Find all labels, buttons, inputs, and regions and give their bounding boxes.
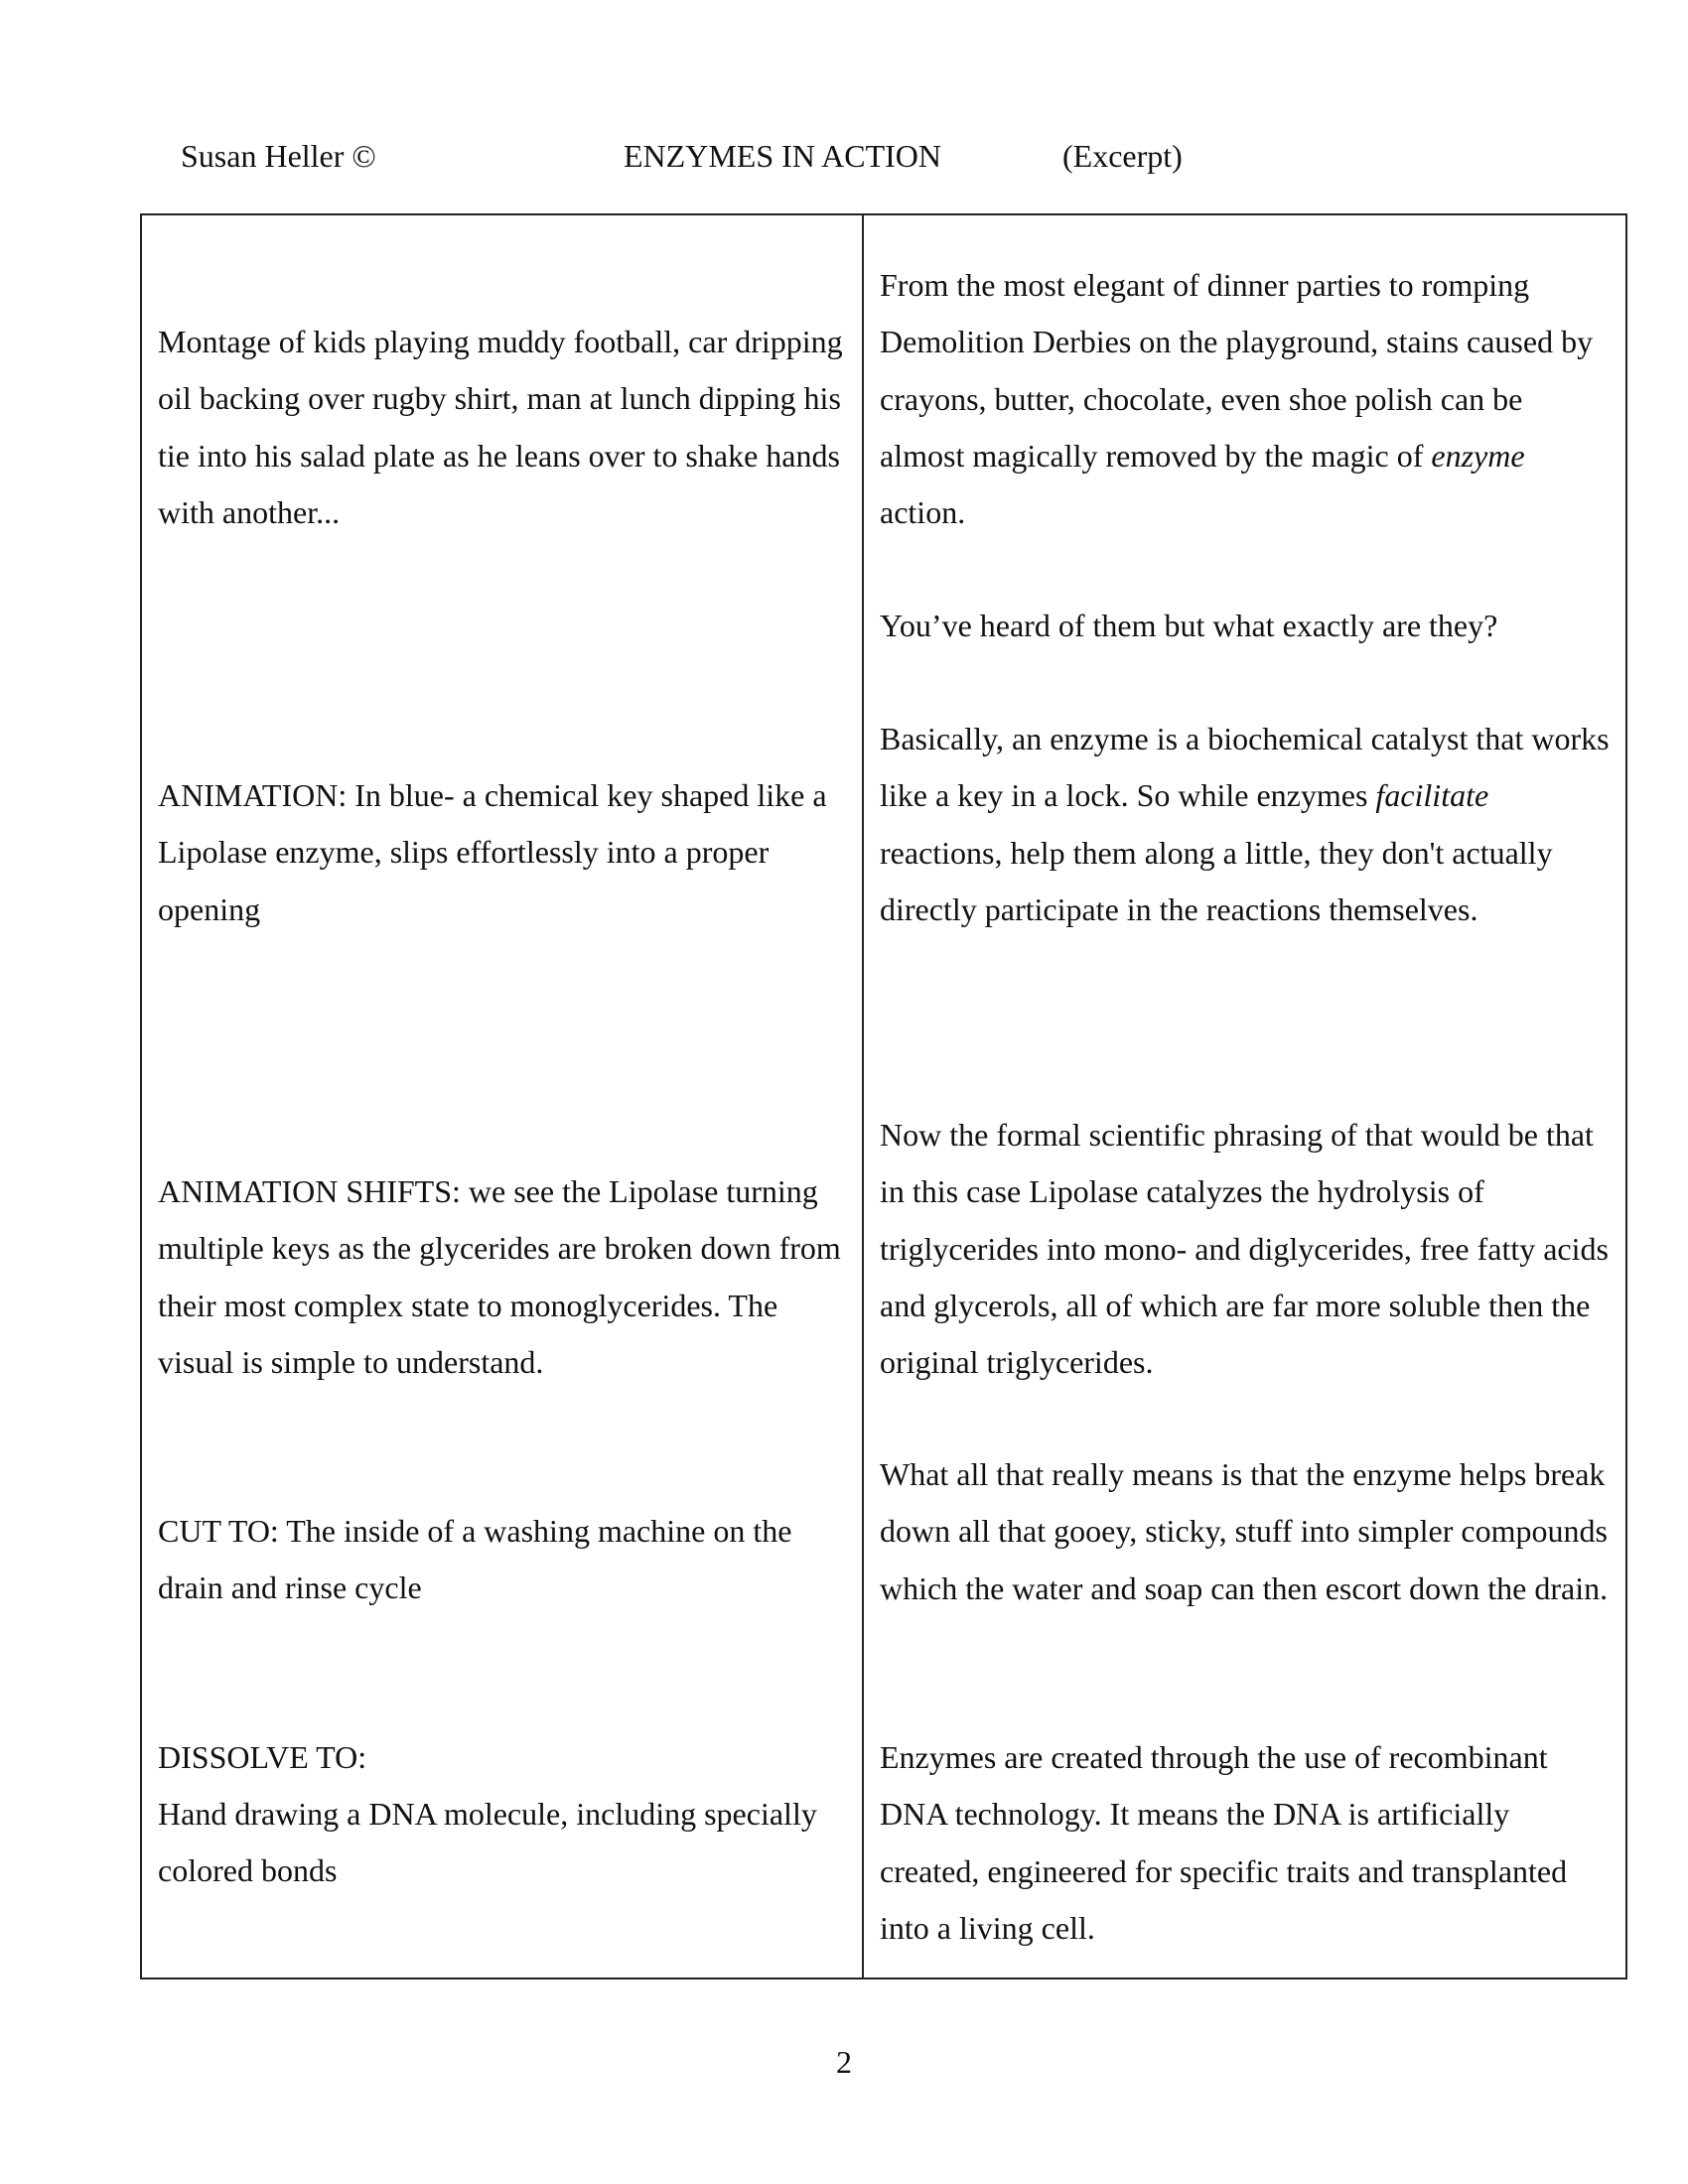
- narration-stains-emphasis: enzyme: [1431, 437, 1525, 474]
- visual-cue-animation: ANIMATION: In blue- a chemical key shaped like a Lipolase enzyme, slips effortlessly into a proper opening: [158, 777, 827, 927]
- author-credit: Susan Heller ©: [181, 138, 376, 174]
- script-table: [140, 213, 1627, 1979]
- narration-catalyst-text: Basically, an enzyme is a biochemical catalyst that works like a key in a lock. So while enzymes: [880, 721, 1610, 814]
- narration-meaning: What all that really means is that the enzyme helps break down all that gooey, sticky, stuff into simpler compounds which the water and soap can then escort down the drain.: [880, 1456, 1609, 1606]
- narration-recombinant-dna: Enzymes are created through the use of recombinant DNA technology. It means the DNA is artificially created, engineered for specific traits and transplanted into a living cell.: [880, 1739, 1568, 1946]
- column-divider: [862, 215, 864, 1978]
- narration-stains-text: From the most elegant of dinner parties to romping Demolition Derbies on the playground, stains caused by crayons, butter, chocolate, even shoe polish can be almost magically removed by the magic of: [880, 267, 1594, 474]
- visual-cue-dissolve: DISSOLVE TO:: [158, 1739, 367, 1775]
- narration-question: You’ve heard of them but what exactly are they?: [880, 608, 1498, 643]
- narration-catalyst-end: reactions, help them along a little, they don't actually directly participate in the reactions themselves.: [880, 834, 1553, 927]
- audio-column: [880, 215, 1615, 1978]
- narration-hydrolysis: Now the formal scientific phrasing of that would be that in this case Lipolase catalyzes the hydrolysis of triglycerides into mono- and diglycerides, free fatty acids and glycerols, all of which are far more soluble then the original triglycerides.: [880, 1117, 1609, 1381]
- narration-catalyst-emphasis: facilitate: [1375, 777, 1489, 814]
- visual-cue-montage: Montage of kids playing muddy football, car dripping oil backing over rugby shirt, man at lunch dipping his tie into his salad plate as he leans over to shake hands with another...: [158, 324, 843, 530]
- visual-cue-washing-machine: CUT TO: The inside of a washing machine on the drain and rinse cycle: [158, 1513, 792, 1606]
- document-title: ENZYMES IN ACTION: [624, 138, 941, 174]
- page-number: 2: [836, 2044, 852, 2080]
- page-header: [0, 131, 1688, 181]
- narration-stains-end: action.: [880, 494, 966, 531]
- excerpt-label: (Excerpt): [1062, 138, 1183, 174]
- visual-column: [158, 215, 853, 1978]
- narration-catalyst: [880, 711, 1615, 938]
- narration-stains: [880, 257, 1615, 541]
- visual-cue-dna-drawing: Hand drawing a DNA molecule, including specially colored bonds: [158, 1796, 817, 1889]
- visual-cue-animation-shifts: ANIMATION SHIFTS: we see the Lipolase turning multiple keys as the glycerides are broken down from their most complex state to monoglycerides. The visual is simple to understand.: [158, 1173, 841, 1380]
